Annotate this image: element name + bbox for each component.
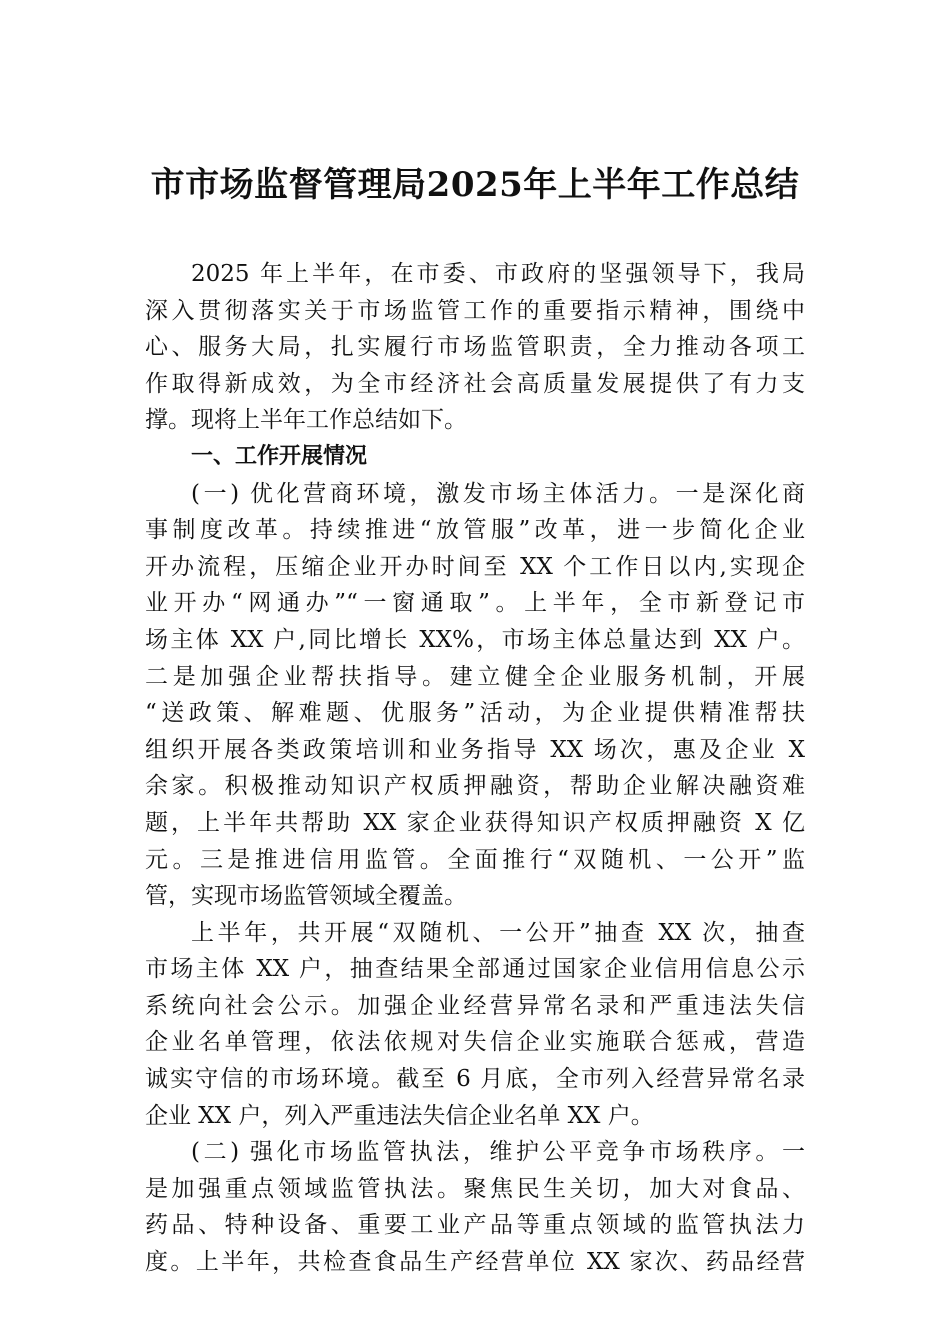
body-line: 上半年，共开展“双随机、一公开”抽查 XX 次，抽查 [191, 919, 805, 946]
body-line: (二) 强化市场监管执法，维护公平竞争市场秩序。一 [191, 1139, 805, 1166]
body-line: (一) 优化营商环境，激发市场主体活力。一是深化商 [191, 480, 805, 507]
body-line: 二是加强企业帮扶指导。建立健全企业服务机制，开展 [145, 663, 805, 690]
body-line: 深入贯彻落实关于市场监管工作的重要指示精神，围绕中 [145, 297, 805, 324]
body-line: 管，实现市场监管领域全覆盖。 [145, 883, 467, 910]
section-heading: 一、工作开展情况 [191, 443, 368, 469]
body-line: 题，上半年共帮助 XX 家企业获得知识产权质押融资 X 亿 [145, 809, 805, 836]
body-line: 诚实守信的市场环境。截至 6 月底，全市列入经营异常名录 [145, 1066, 805, 1093]
body-line: 系统向社会公示。加强企业经营异常名录和严重违法失信 [145, 992, 805, 1019]
document-title: 市市场监督管理局2025年上半年工作总结 [150, 165, 800, 205]
body-line: 业开办“网通办”“一窗通取”。上半年，全市新登记市 [145, 590, 805, 617]
body-line: 作取得新成效，为全市经济社会高质量发展提供了有力支 [145, 370, 805, 397]
body-line: 是加强重点领域监管执法。聚焦民生关切，加大对食品、 [145, 1175, 805, 1202]
body-line: 药品、特种设备、重要工业产品等重点领域的监管执法力 [145, 1212, 805, 1239]
body-line: “送政策、解难题、优服务”活动，为企业提供精准帮扶 [145, 700, 805, 727]
body-line: 组织开展各类政策培训和业务指导 XX 场次，惠及企业 X [145, 736, 805, 763]
body-line: 企业名单管理，依法依规对失信企业实施联合惩戒，营造 [145, 1029, 805, 1056]
body-line: 度。上半年，共检查食品生产经营单位 XX 家次、药品经营 [145, 1249, 805, 1276]
body-line: 事制度改革。持续推进“放管服”改革，进一步简化企业 [145, 517, 805, 544]
body-line: 余家。积极推动知识产权质押融资，帮助企业解决融资难 [145, 773, 805, 800]
body-line: 2025 年上半年，在市委、市政府的坚强领导下，我局 [191, 261, 805, 287]
document-body [145, 256, 805, 1281]
body-line: 企业 XX 户，列入严重违法失信企业名单 XX 户。 [145, 1102, 654, 1129]
body-line: 心、服务大局，扎实履行市场监管职责，全力推动各项工 [145, 334, 805, 361]
body-line: 开办流程，压缩企业开办时间至 XX 个工作日以内,实现企 [145, 553, 805, 580]
body-line: 撑。现将上半年工作总结如下。 [145, 407, 467, 434]
body-line: 元。三是推进信用监管。全面推行“双随机、一公开”监 [145, 846, 805, 873]
body-line: 市场主体 XX 户，抽查结果全部通过国家企业信用信息公示 [145, 956, 805, 983]
body-line: 场主体 XX 户,同比增长 XX%，市场主体总量达到 XX 户。 [145, 626, 805, 653]
